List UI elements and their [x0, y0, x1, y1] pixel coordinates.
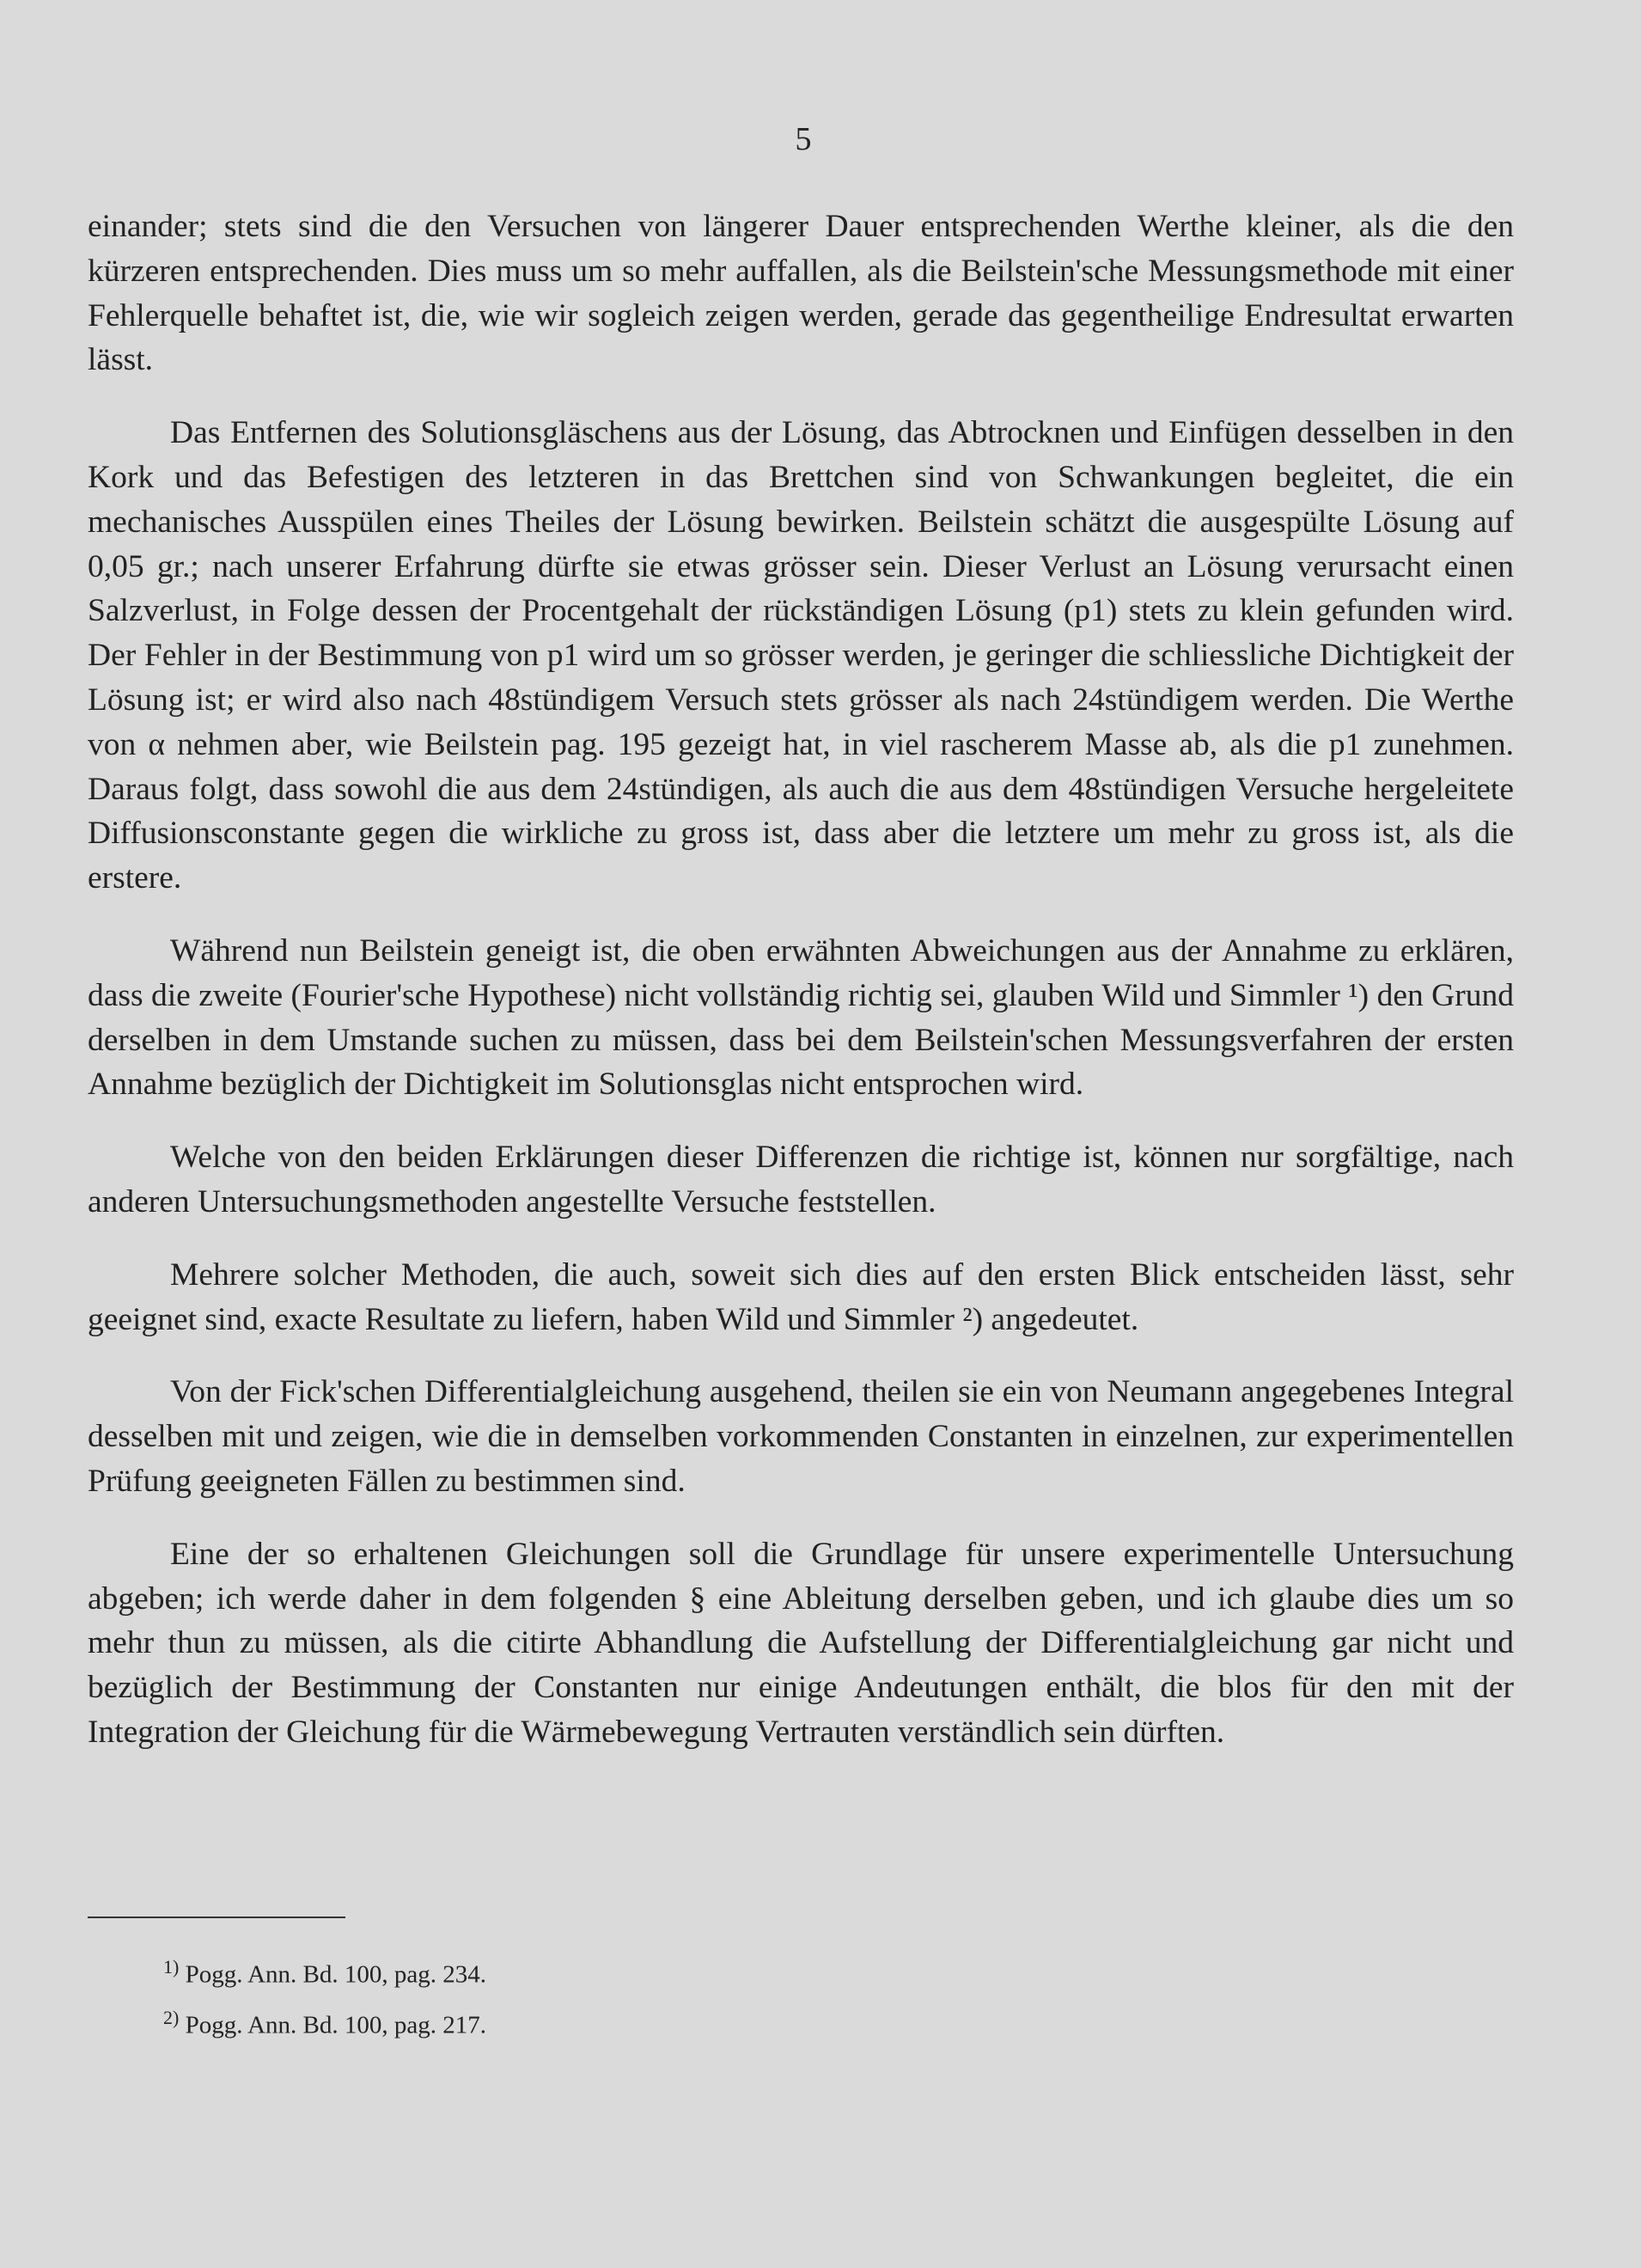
footnotes [163, 1946, 1366, 2046]
paragraph-5: Mehrere solcher Methoden, die auch, soweit sich dies auf den ersten Blick entscheiden lässt, sehr geeignet sind, exacte Resultate zu liefern, haben Wild und Simmler ²) angedeutet. [88, 1256, 1514, 1337]
footnote-marker: 1) [163, 1956, 180, 1978]
footnote-text: Pogg. Ann. Bd. 100, pag. 234. [185, 1960, 487, 1989]
paragraph-6: Von der Fick'schen Differentialgleichung ausgehend, theilen sie ein von Neumann angegebenes Integral desselben mit und zeigen, wie die in demselben vorkommenden Constanten in einzelnen, zur experimentellen Prüfung geeigneten Fällen zu bestimmen sind. [88, 1374, 1514, 1499]
footnote-text: Pogg. Ann. Bd. 100, pag. 217. [185, 2011, 487, 2039]
paragraph-3: Während nun Beilstein geneigt ist, die oben erwähnten Abweichungen aus der Annahme zu erklären, dass die zweite (Fourier'sche Hypothese) nicht vollständig richtig sei, glauben Wild und Simmler ¹) den Grund derselben in dem Umstande suchen zu müssen, dass bei dem Beilstein'schen Messungsverfahren der ersten Annahme bezüglich der Dichtigkeit im Solutionsglas nicht entsprochen wird. [88, 932, 1514, 1103]
footnote-divider [88, 1916, 345, 1918]
footnote-2 [163, 1996, 1366, 2047]
footnote-marker: 2) [163, 2006, 180, 2028]
paragraph-1: einander; stets sind die den Versuchen von längerer Dauer entsprechenden Werthe kleiner, als die den kürzeren entsprechenden. Dies muss um so mehr auffallen, als die Beilstein'sche Messungsmethode mit einer Fehlerquelle behaftet ist, die, wie wir sogleich zeigen werden, gerade das gegentheilige Endresultat erwarten lässt. [88, 209, 1514, 378]
paragraph-4: Welche von den beiden Erklärungen dieser Differenzen die richtige ist, können nur sorgfältige, nach anderen Untersuchungsmethoden angestellte Versuche feststellen. [88, 1140, 1514, 1220]
body-text [88, 205, 1514, 1755]
paragraph-2: Das Entfernen des Solutionsgläschens aus der Lösung, das Abtrocknen und Einfügen desselben in den Kork und das Befestigen des letzteren in das Brettchen sind von Schwankungen begleitet, die ein mechanisches Ausspülen eines Theiles der Lösung bewirken. Beilstein schätzt die ausgespülte Lösung auf 0,05 gr.; nach unserer Erfahrung dürfte sie etwas grösser sein. Dieser Verlust an Lösung verursacht einen Salzverlust, in Folge dessen der Procentgehalt der rückständigen Lösung (p1) stets zu klein gefunden wird. Der Fehler in der Bestimmung von p1 wird um so grösser werden, je geringer die schliessliche Dichtigkeit der Lösung ist; er wird also nach 48stündigem Versuch stets grösser als nach 24stündigem werden. Die Werthe von α nehmen aber, wie Beilstein pag. 195 gezeigt hat, in viel rascherem Masse ab, als die p1 zunehmen. Daraus folgt, dass sowohl die aus dem 24stündigen, als auch die aus dem 48stündigen Versuche hergeleitete Diffusionsconstante gegen die wirkliche zu gross ist, dass aber die letztere um mehr zu gross ist, als die erstere. [88, 415, 1514, 896]
paragraph-7: Eine der so erhaltenen Gleichungen soll die Grundlage für unsere experimentelle Untersuchung abgeben; ich werde daher in dem folgenden § eine Ableitung derselben geben, und ich glaube dies um so mehr thun zu müssen, als die citirte Abhandlung die Aufstellung der Differentialgleichung gar nicht und bezüglich der Bestimmung der Constanten nur einige Andeutungen enthält, die blos für den mit der Integration der Gleichung für die Wärmebewegung Vertrauten verständlich sein dürften. [88, 1536, 1514, 1750]
footnote-1 [163, 1946, 1366, 1996]
page-number: 5 [795, 121, 812, 157]
